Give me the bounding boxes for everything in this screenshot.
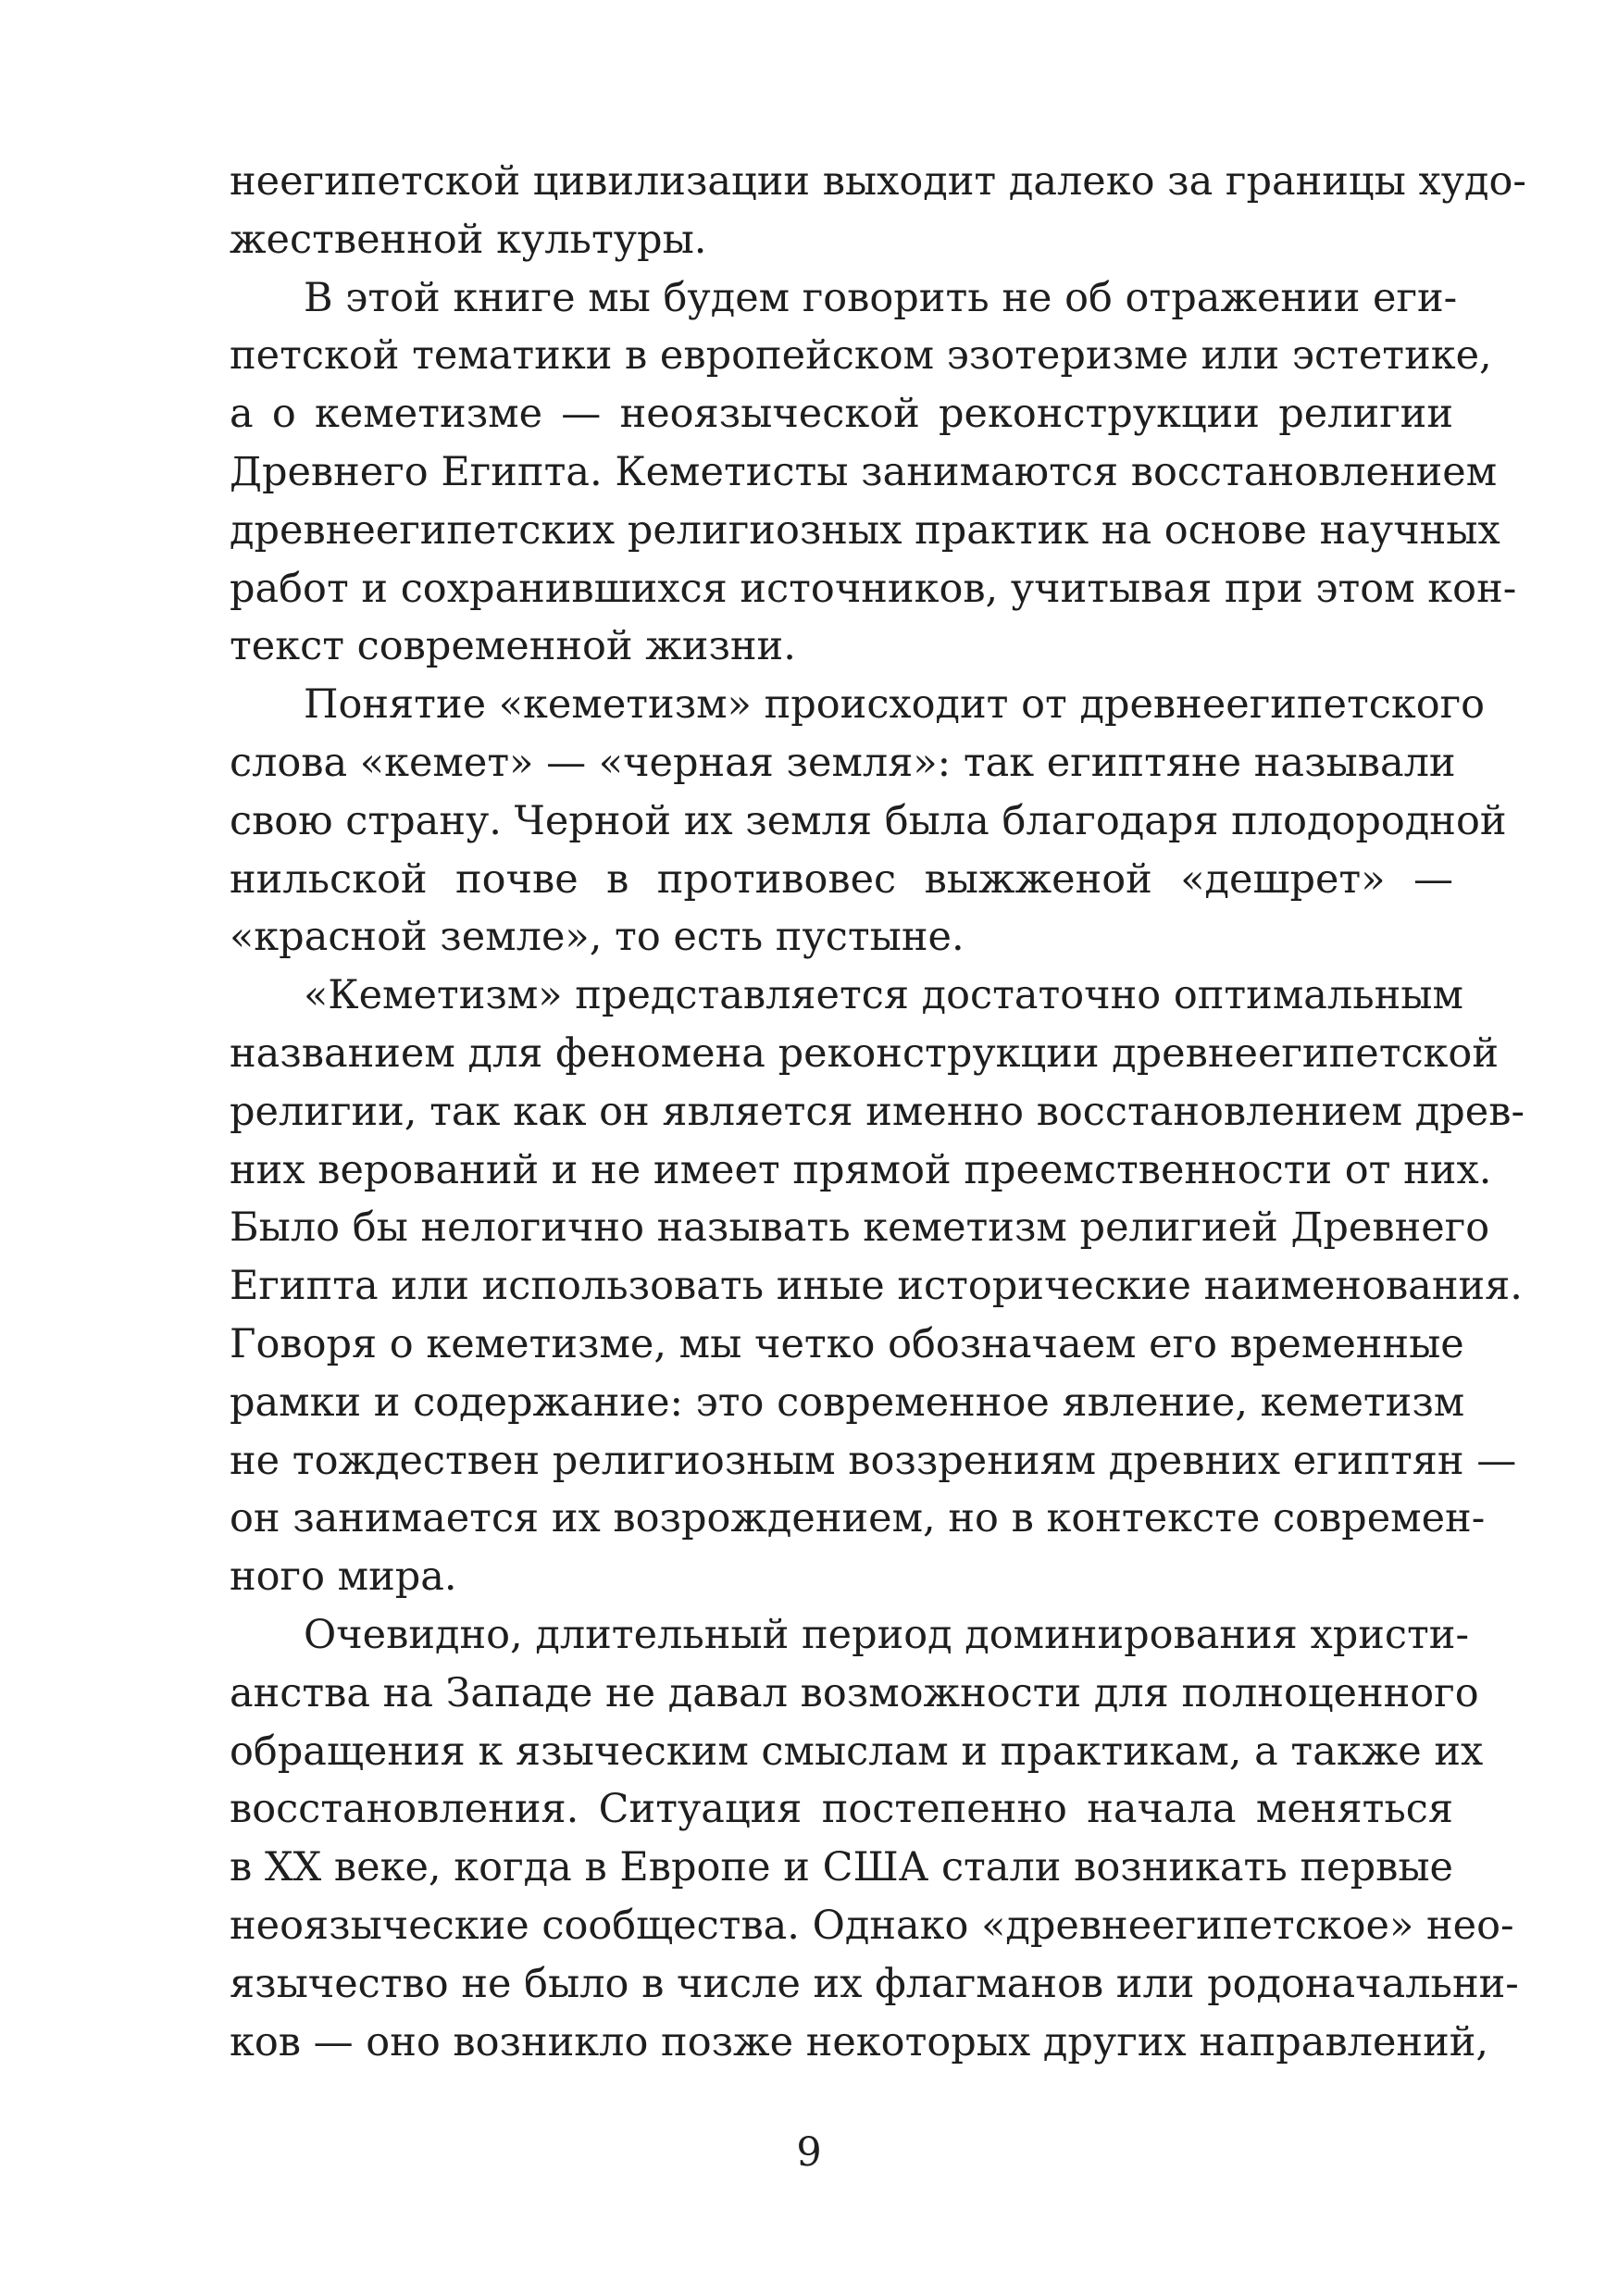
text-line: рамки и содержание: это современное явление, кеметизм (230, 1379, 1465, 1426)
text-line: названием для феномена реконструкции древнеегипетской (230, 1029, 1499, 1077)
text-line: текст современной жизни. (230, 623, 796, 670)
text-line: ков — оно возникло позже некоторых других направлений, (230, 2018, 1489, 2065)
text-line: В этой книге мы будем говорить не об отражении еги- (304, 274, 1458, 321)
text-line: «Кеметизм» представляется достаточно оптимальным (304, 972, 1463, 1019)
text-line: религии, так как он является именно восстановлением древ- (230, 1088, 1525, 1135)
text-line: Очевидно, длительный период доминирования христи- (304, 1611, 1469, 1658)
text-line: неегипетской цивилизации выходит далеко за границы худо- (230, 158, 1526, 205)
text-line: Понятие «кеметизм» происходит от древнеегипетского (304, 681, 1486, 729)
text-line: анства на Западе не давал возможности для полноценного (230, 1669, 1479, 1716)
text-line: слова «кемет» — «черная земля»: так египтяне называли (230, 739, 1456, 786)
text-line: жественной культуры. (230, 216, 707, 263)
text-line: в XX веке, когда в Европе и США стали возникать первые (230, 1844, 1453, 1891)
text-line: не тождествен религиозным воззрениям древних египтян — (230, 1437, 1517, 1484)
text-line: свою страну. Черной их земля была благодаря плодородной (230, 797, 1507, 844)
text-line: нильской почве в противовес выжженой «дешрет» — (230, 855, 1453, 903)
text-line: «красной земле», то есть пустыне. (230, 914, 965, 961)
text-line: обращения к языческим смыслам и практикам, а также их (230, 1728, 1484, 1775)
text-line: он занимается их возрождением, но в контексте современ- (230, 1495, 1486, 1542)
page-number: 9 (796, 2129, 822, 2176)
text-line: древнеегипетских религиозных практик на основе научных (230, 506, 1500, 554)
text-line: Было бы нелогично называть кеметизм религией Древнего (230, 1204, 1490, 1252)
text-line: петской тематики в европейском эзотеризме или эстетике, (230, 332, 1492, 380)
text-line: Говоря о кеметизме, мы четко обозначаем его временные (230, 1320, 1464, 1367)
text-line: восстановления. Ситуация постепенно начала меняться (230, 1786, 1453, 1833)
text-line: язычество не было в числе их флагманов или родоначальни- (230, 1960, 1519, 2007)
text-line: работ и сохранившихся источников, учитывая при этом кон- (230, 565, 1517, 612)
text-line: ного мира. (230, 1554, 457, 1601)
text-line: неоязыческие сообщества. Однако «древнеегипетское» нео- (230, 1902, 1514, 1949)
body-text (230, 153, 1526, 2071)
text-line: Египта или использовать иные исторические наименования. (230, 1263, 1523, 1310)
text-line: а о кеметизме — неоязыческой реконструкции религии (230, 391, 1453, 438)
text-line: них верований и не имеет прямой преемственности от них. (230, 1146, 1492, 1193)
text-line: Древнего Египта. Кеметисты занимаются восстановлением (230, 448, 1498, 495)
